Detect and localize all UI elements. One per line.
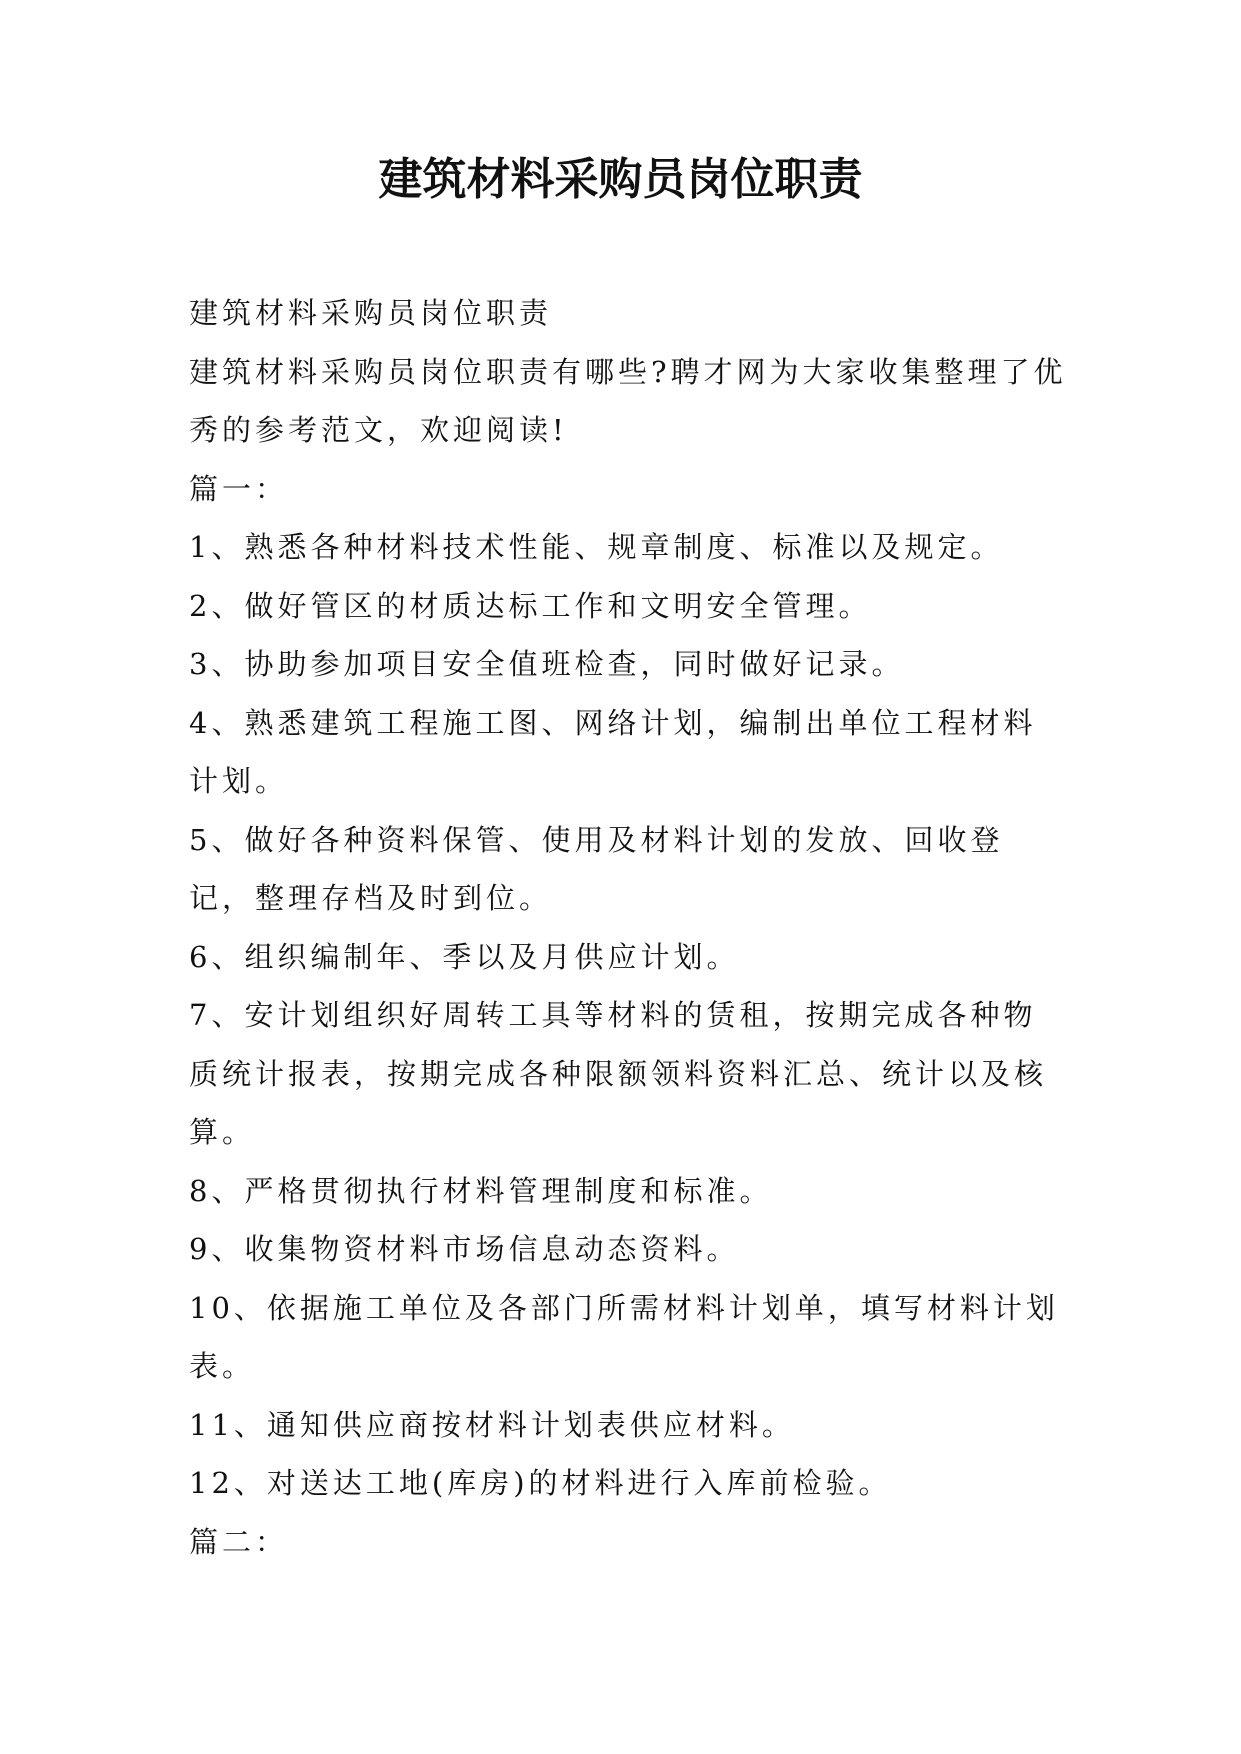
duty-item-4: 4、熟悉建筑工程施工图、网络计划，编制出单位工程材料计划。 xyxy=(189,705,1037,798)
duty-item-12: 12、对送达工地(库房)的材料进行入库前检验。 xyxy=(189,1466,892,1500)
intro-paragraph: 建筑材料采购员岗位职责有哪些?聘才网为大家收集整理了优秀的参考范文，欢迎阅读! xyxy=(189,354,1067,447)
duty-item-6: 6、组织编制年、季以及月供应计划。 xyxy=(189,939,740,974)
duty-item-8: 8、严格贯彻执行材料管理制度和标准。 xyxy=(189,1173,773,1208)
section-heading-1: 篇一： xyxy=(189,471,289,506)
duty-item-11: 11、通知供应商按材料计划表供应材料。 xyxy=(189,1407,795,1442)
duty-item-9: 9、收集物资材料市场信息动态资料。 xyxy=(189,1232,740,1266)
section-heading-2: 篇二： xyxy=(189,1524,289,1559)
subtitle-paragraph: 建筑材料采购员岗位职责 xyxy=(189,296,553,330)
duty-item-3: 3、协助参加项目安全值班检查，同时做好记录。 xyxy=(189,647,905,681)
duty-item-5: 5、做好各种资料保管、使用及材料计划的发放、回收登记，整理存档及时到位。 xyxy=(189,822,1004,915)
duty-item-10: 10、依据施工单位及各部门所需材料计划单，填写材料计划表。 xyxy=(189,1290,1059,1383)
document-title: 建筑材料采购员岗位职责 xyxy=(378,154,863,205)
duty-item-2: 2、做好管区的材质达标工作和文明安全管理。 xyxy=(189,588,872,623)
duty-item-7: 7、安计划组织好周转工具等材料的赁租，按期完成各种物质统计报表，按期完成各种限额领料资料汇总、统计以及核算。 xyxy=(189,998,1048,1149)
duty-item-1: 1、熟悉各种材料技术性能、规章制度、标准以及规定。 xyxy=(189,530,1004,564)
document-body xyxy=(189,284,1069,1571)
